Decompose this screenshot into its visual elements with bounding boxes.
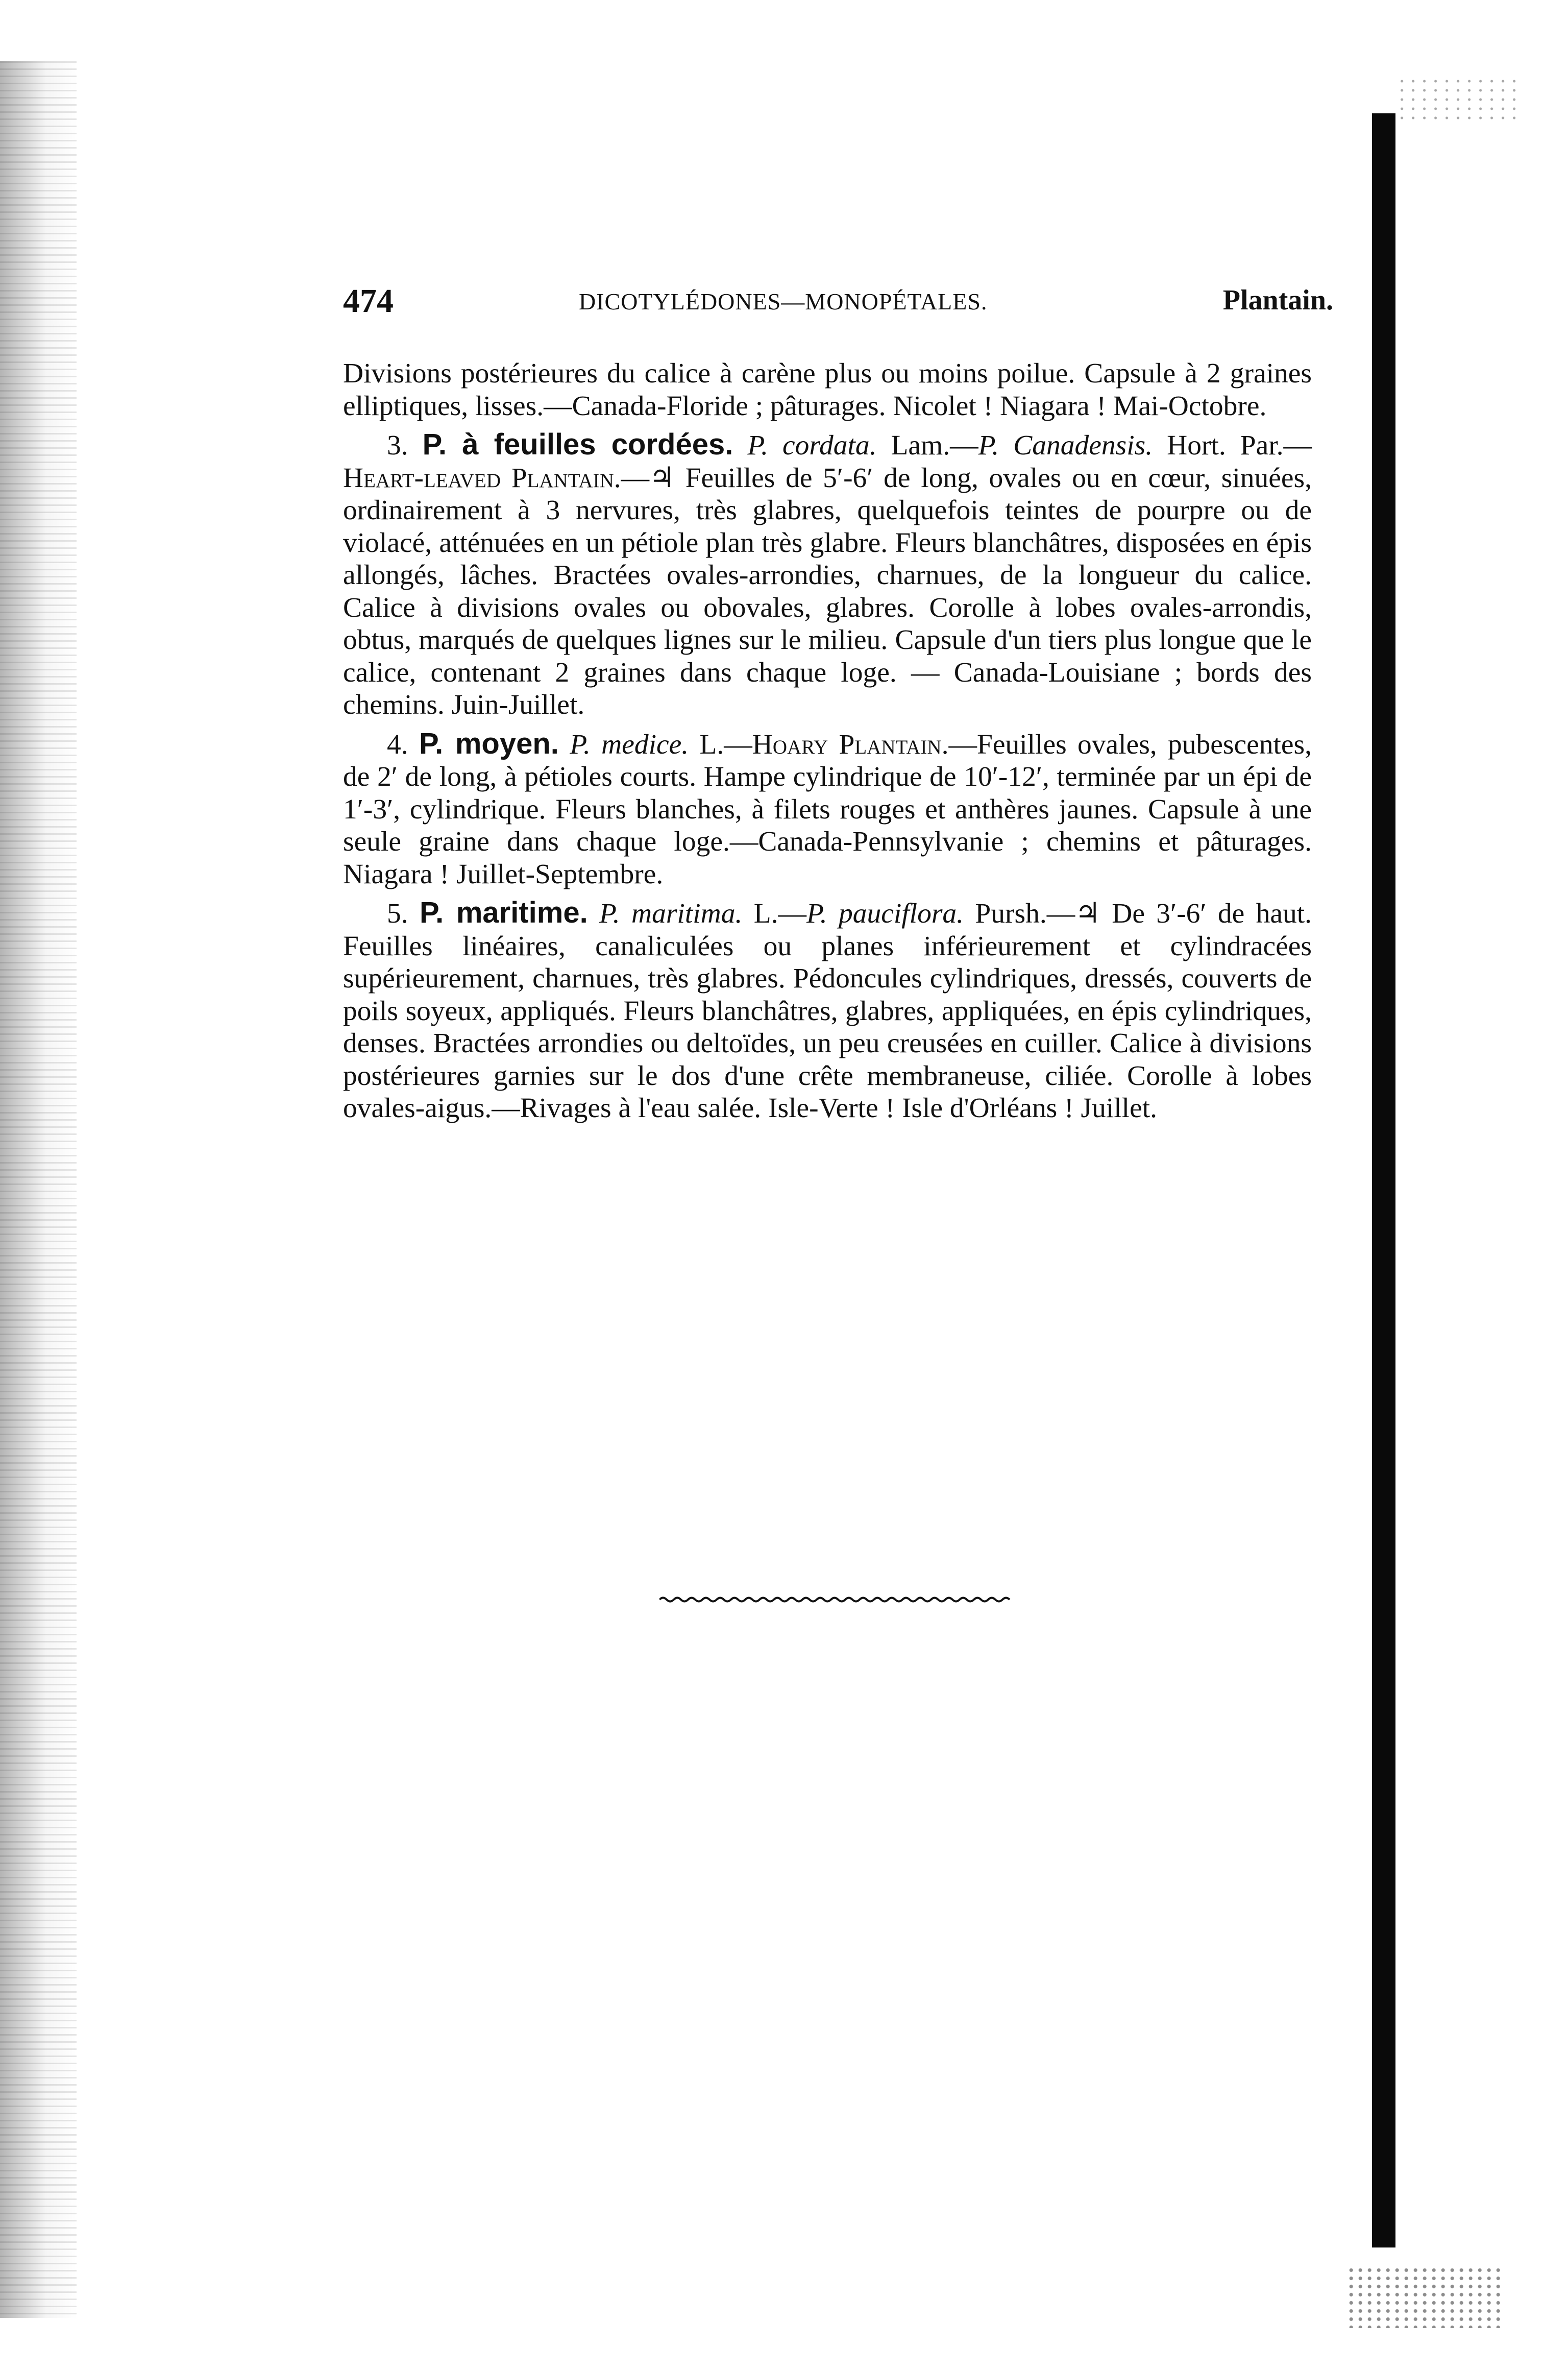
latin-name: P. cordata. xyxy=(747,430,877,461)
synonym: P. Canadensis. xyxy=(978,430,1153,461)
genus-heading: Plantain. xyxy=(1222,284,1333,316)
author: Lam.— xyxy=(876,430,978,461)
continuation-paragraph: Divisions postérieures du calice à carène plus ou moins poilue. Capsule à 2 graines elliptiques, lisses.—Canada-Floride ; pâturages. Nicolet ! Niagara ! Mai-Octobre. xyxy=(343,358,1312,422)
description: —Feuilles ovales, pubescentes, de 2′ de long, à pétioles courts. Hampe cylindrique de 10′-12′, terminée par un épi de 1′-3′, cylindrique. Fleurs blanches, à filets rouges et anthères jaunes. Capsule à une seule graine dans chaque loge.—Canada-Pennsylvanie ; chemins et pâturages. Niagara ! Juillet-Septembre. xyxy=(343,729,1312,890)
running-header xyxy=(343,282,1333,323)
description: —♃ Feuilles de 5′-6′ de long, ovales ou en cœur, sinuées, ordinairement à 3 nervures, très glabres, quelquefois teintes de pourpre ou de violacé, atténuées en un pétiole plan très glabre. Fleurs blanchâtres, disposées en épis allongés, lâches. Bractées ovales-arrondies, charnues, de la longueur du calice. Calice à divisions ovales ou obovales, glabres. Corolle à lobes ovales-arrondis, obtus, marqués de quelques lignes sur le milieu. Capsule d'un tiers plus longue que le calice, contenant 2 graines dans chaque loge. — Canada-Louisiane ; bords des chemins. Juin-Juillet. xyxy=(343,462,1312,720)
author: L.— xyxy=(742,898,806,929)
entry-number: 4. xyxy=(387,729,408,760)
english-name: Heart-leaved Plantain. xyxy=(343,462,621,494)
latin-name: P. maritima. xyxy=(599,898,743,929)
entry-number: 3. xyxy=(387,430,408,461)
author: L.— xyxy=(689,729,752,760)
species-name: P. moyen. xyxy=(419,727,559,760)
species-name: P. maritime. xyxy=(419,896,588,929)
entry-number: 5. xyxy=(387,898,408,929)
description: ♃ De 3′-6′ de haut. Feuilles linéaires, canaliculées ou planes inférieurement et cylindracées supérieurement, charnues, très glabres. Pédoncules cylindriques, dressés, couverts de poils soyeux, appliqués. Fleurs blanchâtres, glabres, appliquées, en épis cylindriques, denses. Bractées arrondies ou deltoïdes, un peu creusées en cuiller. Calice à divisions postérieures garnies sur le dos d'une crête membraneuse, ciliée. Corolle à lobes ovales-aigus.—Rivages à l'eau salée. Isle-Verte ! Isle d'Orléans ! Juillet. xyxy=(343,898,1312,1124)
body-text xyxy=(343,357,1312,1125)
running-title: DICOTYLÉDONES—MONOPÉTALES. xyxy=(579,288,988,315)
latin-name: P. medice. xyxy=(570,729,689,760)
scan-noise-top xyxy=(1399,77,1521,123)
page-number: 474 xyxy=(343,282,394,320)
synonym-author: Hort. Par.— xyxy=(1153,430,1312,461)
english-name: Hoary Plantain. xyxy=(752,729,949,760)
page-edge-black-bar xyxy=(1372,113,1395,2247)
species-name: P. à feuilles cordées. xyxy=(422,428,733,461)
scan-noise-bottom xyxy=(1348,2267,1501,2328)
wavy-end-rule xyxy=(659,1595,1012,1604)
binding-edge-shadow xyxy=(0,61,77,2318)
synonym: P. pauciflora. xyxy=(806,898,964,929)
species-entry-4 xyxy=(343,728,1312,891)
synonym-author: Pursh.— xyxy=(964,898,1075,929)
species-entry-5 xyxy=(343,897,1312,1125)
species-entry-3 xyxy=(343,428,1312,721)
